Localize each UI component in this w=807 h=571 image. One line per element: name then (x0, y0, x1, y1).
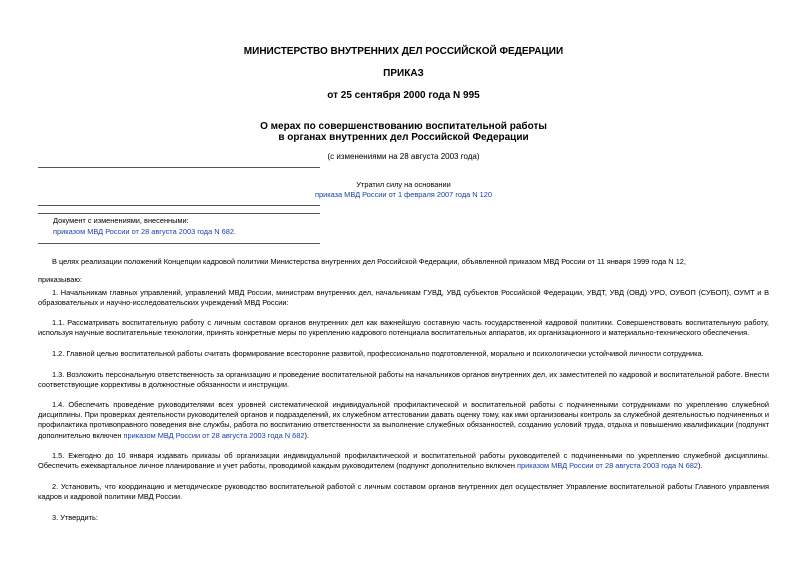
doc-type: ПРИКАЗ (383, 68, 424, 79)
amendments-note: (с изменениями на 28 августа 2003 года) (327, 152, 480, 161)
paragraph-3: 3. Утвердить: (52, 513, 98, 522)
paragraph-1-3: 1.3. Возложить персональную ответственность за организацию и проведение воспитательной работы на начальников органов внутренних дел, их заместителей по кадровой и воспитательной работе. Внести соответствующие коррективы в должностные обязанности и инструкции. (38, 370, 769, 390)
ministry-title: МИНИСТЕРСТВО ВНУТРЕННИХ ДЕЛ РОССИЙСКОЙ ФЕДЕРАЦИИ (243, 46, 564, 57)
paragraph-2: 2. Установить, что координацию и методическое руководство воспитательной работой с личным составом органов внутренних дел осуществляет Управление воспитательной работы Главного управления кадров и кадровой политики МВД России. (38, 482, 769, 502)
paragraph-1-4-link[interactable]: приказом МВД России от 28 августа 2003 года N 682 (123, 430, 305, 440)
paragraph-1-5-link[interactable]: приказом МВД России от 28 августа 2003 года N 682 (516, 461, 698, 471)
paragraph-1-4: 1.4. Обеспечить проведение руководителями всех уровней систематической индивидуальной профилактической и воспитательной работы с подчиненными сотрудниками по укреплению служебной дисциплины. При проверках деятельности руководителей органов и подразделений, их служебном аттестовании давать оценку тому, как ими организованы контроль за служебной деятельностью подчиненных и профилактика противоправного поведения вне службы, работа по воспитанию ответственности за выполнение служебных обязанностей, созданию условий труда, отдыха и повышению квалификации (подпункт дополнительно включен приказом МВД России от 28 августа 2003 года N 682). (38, 400, 769, 440)
divider (38, 167, 320, 168)
divider (38, 205, 320, 206)
paragraph-1: 1. Начальникам главных управлений, управлений МВД России, министрам внутренних дел, начальникам ГУВД, УВД субъектов Российской Федерации, УВДТ, УВД (ОВД) УРО, ОУБОП (СУБОП), ОУМТ и В образовательных и научно-исследовательских учреждений МВД России: (38, 288, 769, 308)
date-number: от 25 сентября 2000 года N 995 (327, 90, 480, 101)
divider (38, 213, 320, 214)
changes-link[interactable]: приказом МВД России от 28 августа 2003 года N 682. (53, 227, 237, 236)
changes-label: Документ с изменениями, внесенными: (53, 216, 189, 225)
lost-force-text: Утратил силу на основании (356, 180, 451, 189)
divider (38, 243, 320, 244)
paragraph-1-1: 1.1. Рассматривать воспитательную работу с личным составом органов внутренних дел как важнейшую составную часть государственной кадровой политики. Совершенствовать воспитательную работу, используя научные воспитательные технологии, принять конкретные меры по укреплению кадрового потенциала воспитательных аппаратов, их организационного и материально-технического обеспечения. (38, 318, 769, 338)
order-word: приказываю: (38, 275, 82, 284)
lost-force-link[interactable]: приказа МВД России от 1 февраля 2007 года N 120 (314, 190, 493, 199)
subject-line-1: О мерах по совершенствованию воспитательной работы (260, 121, 547, 132)
subject-line-2: в органах внутренних дел Российской Федерации (278, 132, 529, 143)
intro-paragraph: В целях реализации положений Концепции кадровой политики Министерства внутренних дел Российской Федерации, объявленной приказом МВД России от 11 января 1999 года N 12, (52, 257, 686, 266)
paragraph-1-5: 1.5. Ежегодно до 10 января издавать приказы об организации индивидуальной профилактической и воспитательной работы руководителей с подчиненными по укреплению служебной дисциплины. Обеспечить ежеквартальное личное планирование и учет работы, проводимой каждым руководителем (подпункт дополнительно включен приказом МВД России от 28 августа 2003 года N 682). (38, 451, 769, 471)
paragraph-1-2: 1.2. Главной целью воспитательной работы считать формирование всесторонне развитой, профессионально подготовленной, морально и психологически устойчивой личности сотрудника. (52, 349, 704, 358)
